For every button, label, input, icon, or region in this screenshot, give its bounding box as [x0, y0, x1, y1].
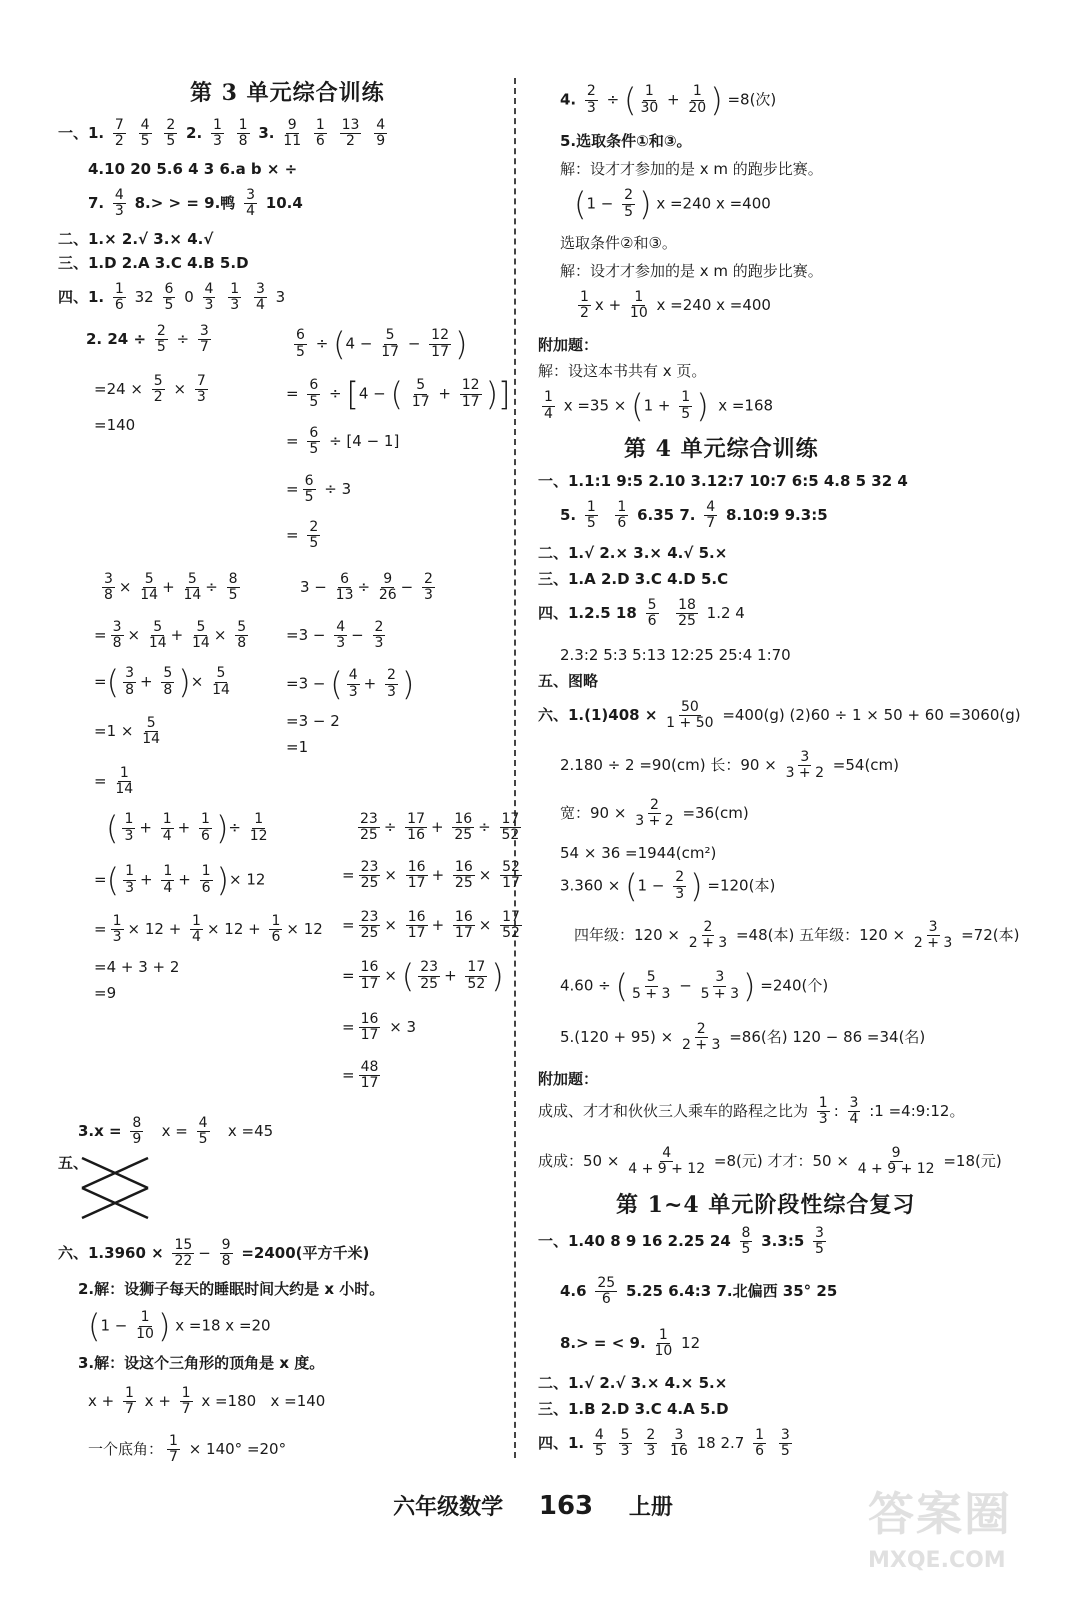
- calc2-line4: = $\frac{6}{5}$ ÷ 3: [286, 473, 352, 506]
- q1-line: 一、1.1:1 9:5 2.10 3.12:7 10:7 6:5 4.8 5 32 4: [538, 472, 908, 490]
- calc6-line3: = $\frac{23}{25}$ × $\frac{16}{17}$ + $\frac{16}{17}$ × $\frac{17}{52}$: [342, 909, 520, 942]
- calc1-line3: =140: [94, 416, 136, 434]
- calc6-line1: $\frac{23}{25}$ ÷ $\frac{17}{16}$ + $\frac{16}{25}$ ÷ $\frac{17}{52}$: [360, 811, 520, 844]
- l2-line: 4.10 20 5.6 4 3 6.a b × ÷: [88, 160, 298, 178]
- calc5-line5: =9: [94, 984, 117, 1002]
- q3-line: 二、1.√ 2.× 3.× 4.√ 5.×: [538, 544, 728, 562]
- p3-line: 8.> = < 9. $\frac{1}{10}$ 12: [560, 1327, 701, 1360]
- q14-line: 4.60 ÷ ( $\frac{5}{5 + 3}$ − $\frac{3}{5 + 3}$ ) =240(个): [560, 967, 829, 1005]
- calc4-line2: =3 − $\frac{4}{3}$ − $\frac{2}{3}$: [286, 619, 384, 652]
- calc2-line1: $\frac{6}{5}$ ÷ (4 − $\frac{5}{17}$ − $\frac{12}{17}$ ): [296, 325, 468, 363]
- l4-line: 二、1.× 2.√ 3.× 4.√: [58, 230, 214, 248]
- review-title: 第 1~4 单元阶段性综合复习: [616, 1192, 916, 1218]
- r9-line: 解：设这本书共有 x 页。: [538, 362, 707, 380]
- s5-label: 五、: [58, 1154, 89, 1172]
- calc2-line2: = $\frac{6}{5}$ ÷ [4 − ( $\frac{5}{17}$ + $\frac{12}{17}$ )]: [286, 375, 511, 413]
- q2-line: 5. $\frac{1}{5}$ $\frac{1}{6}$ 6.35 7. $\frac{4}{7}$ 8.10:9 9.3:5: [560, 499, 828, 532]
- calc6-line6: = $\frac{48}{17}$: [342, 1059, 379, 1092]
- calc6-line5: = $\frac{16}{17}$ × 3: [342, 1011, 417, 1044]
- s64-line: 一个底角： $\frac{1}{7}$ × 140° =20°: [88, 1433, 287, 1466]
- unit3-title: 第 3 单元综合训练: [190, 80, 385, 106]
- calc4-line1: 3 − $\frac{6}{13}$ ÷ $\frac{9}{26}$ − $\frac{2}{3}$: [300, 571, 433, 604]
- l1-line: 一、1. $\frac{7}{2}$ $\frac{4}{5}$ $\frac{2}{5}$ 2. $\frac{1}{3}$ $\frac{1}{8}$ 3. $\frac{9}{11}$ $\frac{1}{6}$ $\frac{13}{2}$ $\frac{4}{9}$: [58, 117, 386, 150]
- q16-line: 附加题：: [538, 1070, 599, 1088]
- l6-line: 四、1. $\frac{1}{6}$ 32 $\frac{6}{5}$ 0 $\frac{4}{3}$ $\frac{1}{3}$ $\frac{3}{4}$ 3: [58, 281, 286, 314]
- fraction: $\frac{1}{8}$: [238, 117, 248, 150]
- calc4-line5: =1: [286, 738, 309, 756]
- q10-line: 宽：90 × $\frac{2}{3 + 2}$ =36(cm): [560, 797, 749, 830]
- footer-volume: 上册: [628, 1495, 673, 1520]
- footer-grade: 六年级数学: [393, 1495, 504, 1520]
- p6-line: 四、1. $\frac{4}{5}$ $\frac{5}{3}$ $\frac{2}{3}$ $\frac{3}{16}$ 18 2.7 $\frac{1}{6}$ $\frac{3}{5}$: [538, 1427, 790, 1460]
- page-number: 163: [538, 1491, 594, 1521]
- calc5-line4: =4 + 3 + 2: [94, 958, 180, 976]
- calc3-line4: =1 × $\frac{5}{14}$: [94, 715, 161, 748]
- q5-line: 四、1.2.5 18 $\frac{5}{6}$ $\frac{18}{25}$ 1.2 4: [538, 597, 745, 630]
- calc5-line1: ( $\frac{1}{3}$ + $\frac{1}{4}$ + $\frac{1}{6}$ )÷ $\frac{1}{12}$: [106, 809, 268, 847]
- calc1-line1: 2. 24 ÷ $\frac{2}{5}$ ÷ $\frac{3}{7}$: [86, 323, 209, 356]
- fraction: $\frac{4}{9}$: [376, 117, 386, 150]
- s63b-line: x + $\frac{1}{7}$ x + $\frac{1}{7}$ x =180 x =140: [88, 1385, 326, 1418]
- fraction: $\frac{1}{3}$: [212, 117, 222, 150]
- calc3-line3: =( $\frac{3}{8}$ + $\frac{5}{8}$ )× $\frac{5}{14}$: [94, 663, 230, 701]
- r2-line: 5.选取条件①和③。: [560, 132, 692, 150]
- fraction: $\frac{4}{5}$: [140, 117, 150, 150]
- calc4-line3: =3 − ( $\frac{4}{3}$ + $\frac{2}{3}$ ): [286, 665, 415, 703]
- calc3-line5: = $\frac{1}{14}$: [94, 765, 134, 798]
- r1-line: 4. $\frac{2}{3}$ ÷ ( $\frac{1}{30}$ + $\frac{1}{20}$ ) =8(次): [560, 81, 777, 119]
- r10-line: $\frac{1}{4}$ x =35 × (1 + $\frac{1}{5}$ ) x =168: [544, 387, 774, 425]
- r5-line: 选取条件②和③。: [560, 234, 677, 252]
- q18-line: 成成：50 × $\frac{4}{4 + 9 + 12}$ =8(元) 才才：50 × $\frac{9}{4 + 9 + 12}$ =18(元): [538, 1145, 1002, 1178]
- fraction: $\frac{13}{2}$: [341, 117, 360, 150]
- calc1-line2: =24 × $\frac{5}{2}$ × $\frac{7}{3}$: [94, 373, 206, 406]
- calc4-line4: =3 − 2: [286, 712, 340, 730]
- calc6-line4: = $\frac{16}{17}$ × ( $\frac{23}{25}$ + $\frac{17}{52}$ ): [342, 957, 504, 995]
- s62b-line: (1 − $\frac{1}{10}$ ) x =18 x =20: [88, 1307, 271, 1345]
- q13-line: 四年级：120 × $\frac{2}{2 + 3}$ =48(本) 五年级：120 × $\frac{3}{2 + 3}$ =72(本): [574, 919, 1020, 952]
- matching-lines: [78, 1152, 162, 1226]
- q15-line: 5.(120 + 95) × $\frac{2}{2 + 3}$ =86(名) 120 − 86 =34(名): [560, 1021, 926, 1054]
- p1-line: 一、1.40 8 9 16 2.25 24 $\frac{8}{5}$ 3.3:5 $\frac{3}{5}$: [538, 1225, 824, 1258]
- calc2-line5: = $\frac{2}{5}$: [286, 519, 319, 552]
- calc5-line2: =( $\frac{1}{3}$ + $\frac{1}{4}$ + $\frac{1}{6}$ )× 12: [94, 861, 266, 899]
- calc5-line3: = $\frac{1}{3}$ × 12 + $\frac{1}{4}$ × 12 + $\frac{1}{6}$ × 12: [94, 913, 323, 946]
- p4-line: 二、1.√ 2.√ 3.× 4.× 5.×: [538, 1374, 728, 1392]
- fraction: $\frac{1}{6}$: [315, 117, 325, 150]
- q17-line: 成成、才才和伙伙三人乘车的路程之比为 $\frac{1}{3}$ : $\frac{3}{4}$ :1 =4:9:12。: [538, 1095, 965, 1128]
- q8-line: 六、1.(1)408 × $\frac{50}{1 + 50}$ =400(g) (2)60 ÷ 1 × 50 + 60 =3060(g): [538, 699, 1021, 732]
- calc2-line3: = $\frac{6}{5}$ ÷ [4 − 1]: [286, 425, 400, 458]
- fraction: $\frac{2}{5}$: [166, 117, 176, 150]
- l3-line: 7. $\frac{4}{3}$ 8.> > = 9.鸭 $\frac{3}{4}$ 10.4: [88, 187, 303, 220]
- q6-line: 2.3:2 5:3 5:13 12:25 25:4 1:70: [560, 646, 791, 664]
- fraction: $\frac{7}{2}$: [114, 117, 124, 150]
- s63-line: 3.解：设这个三角形的顶角是 x 度。: [78, 1354, 325, 1372]
- r7-line: $\frac{1}{2}$ x + $\frac{1}{10}$ x =240 x =400: [580, 289, 771, 322]
- q4-line: 三、1.A 2.D 3.C 4.D 5.C: [538, 570, 729, 588]
- l5-line: 三、1.D 2.A 3.C 4.B 5.D: [58, 254, 249, 272]
- s62-line: 2.解：设狮子每天的睡眠时间大约是 x 小时。: [78, 1280, 385, 1298]
- calc3-line2: = $\frac{3}{8}$ × $\frac{5}{14}$ + $\frac{5}{14}$ × $\frac{5}{8}$: [94, 619, 247, 652]
- r8-line: 附加题：: [538, 336, 599, 354]
- q9-line: 2.180 ÷ 2 =90(cm) 长：90 × $\frac{3}{3 + 2}$ =54(cm): [560, 749, 900, 782]
- r4-line: (1 − $\frac{2}{5}$ ) x =240 x =400: [574, 185, 771, 223]
- unit4-title: 第 4 单元综合训练: [624, 436, 819, 462]
- column-divider: [514, 78, 516, 1458]
- s6-line: 六、1.3960 × $\frac{15}{22}$ − $\frac{9}{8}$ =2400(平方千米): [58, 1237, 370, 1270]
- p5-line: 三、1.B 2.D 3.C 4.A 5.D: [538, 1400, 729, 1418]
- s3-line: 3.x = $\frac{8}{9}$ x = $\frac{4}{5}$ x =45: [78, 1115, 274, 1148]
- q11-line: 54 × 36 =1944(cm²): [560, 844, 717, 862]
- r6-line: 解：设才才参加的是 x m 的跑步比赛。: [560, 262, 823, 280]
- fraction: $\frac{9}{11}$: [283, 117, 302, 150]
- calc3-line1: $\frac{3}{8}$ × $\frac{5}{14}$ + $\frac{5}{14}$ ÷ $\frac{8}{5}$: [104, 571, 238, 604]
- watermark-logo: 答案圈 MXQE.COM: [868, 1487, 1012, 1573]
- q12-line: 3.360 × (1 − $\frac{2}{3}$ ) =120(本): [560, 867, 776, 905]
- r3-line: 解：设才才参加的是 x m 的跑步比赛。: [560, 160, 823, 178]
- calc6-line2: = $\frac{23}{25}$ × $\frac{16}{17}$ + $\frac{16}{25}$ × $\frac{52}{17}$: [342, 859, 520, 892]
- q7-line: 五、图略: [538, 672, 599, 690]
- p2-line: 4.6 $\frac{25}{6}$ 5.25 6.4:3 7.北偏西 35° 25: [560, 1275, 838, 1308]
